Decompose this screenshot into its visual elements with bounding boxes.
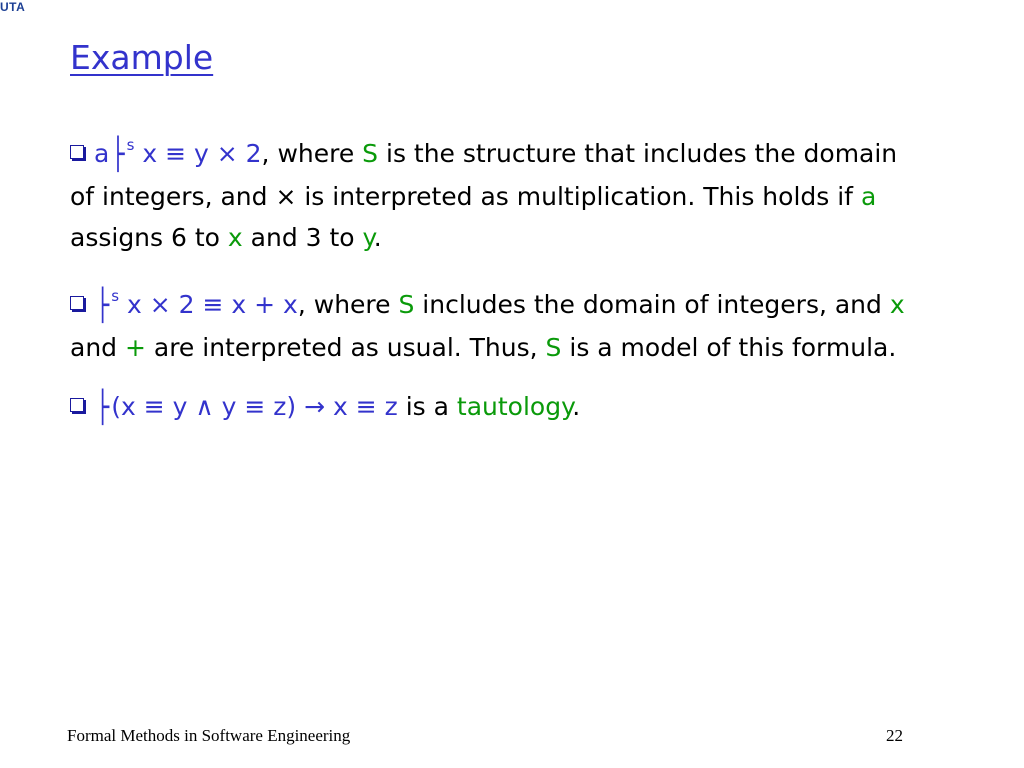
structure-s: S [362,139,379,168]
bullet-1 [70,125,910,258]
structure-s: S [398,290,415,319]
bullet-list [70,125,910,447]
structure-superscript: s [126,136,135,154]
text: includes the domain of integers, and [414,290,890,319]
text: , where [297,290,399,319]
text: is a [397,392,457,421]
var-y: y [362,223,374,252]
text: . [572,392,581,421]
text: and 3 to [242,223,363,252]
turnstile-symbol: ├ [111,138,125,173]
text: assigns 6 to [70,223,228,252]
slide-title: Example [70,38,214,77]
uta-logo: UTA [0,0,26,14]
footer-course-title: Formal Methods in Software Engineering [67,726,351,745]
formula: x ≡ y × 2 [142,139,262,168]
square-bullet-icon [70,296,84,310]
bullet-3 [70,386,910,429]
structure-s: S [545,333,562,362]
tautology-term: tautology [456,392,573,421]
text: is the structure that includes the domain of integers, and × is interpreted as multiplication. This holds if [70,139,898,211]
turnstile-symbol: ├ [96,391,110,426]
square-bullet-icon [70,398,84,412]
text: is a model of this formula. [561,333,897,362]
assignment-a: a [860,182,877,211]
formula: (x ≡ y ∧ y ≡ z) → x ≡ z [111,392,398,421]
var-x: x [227,223,243,252]
plus-operator: + [124,333,146,362]
var-x: x [889,290,905,319]
page-number: 22 [886,726,903,745]
formula: x × 2 ≡ x + x [127,290,298,319]
turnstile-symbol: ├ [96,289,110,324]
bullet-2 [70,276,910,368]
text: are interpreted as usual. Thus, [145,333,546,362]
text: , where [261,139,363,168]
text: and [70,333,125,362]
text: . [373,223,382,252]
square-bullet-icon [70,145,84,159]
assignment-a: a [94,139,110,168]
structure-superscript: s [111,287,120,305]
